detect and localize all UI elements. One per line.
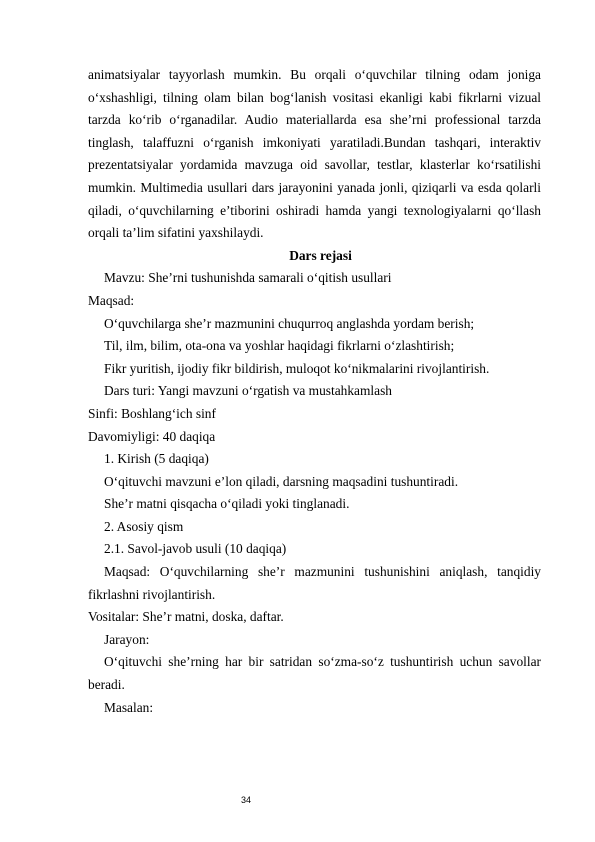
section1-line: She’r matni qisqacha o‘qiladi yoki tinglanadi. [104, 496, 350, 512]
intro-paragraph: animatsiyalar tayyorlash mumkin. Bu orqali o‘quvchilar tilning odam joniga o‘xshashligi, tilning olam bilan bog‘lanish vositasi ekanligi kabi fikrlarni vizual tarzda ko‘rib o‘rganadilar. Audio materiallarda esa she’rni professional tarzda tinglash, talaffuzni o‘rganish imkoniyati yaratiladi.Bundan tashqari, interaktiv prezentatsiyalar yordamida mavzuga oid savollar, testlar, klasterlar ko‘rsatilishi mumkin. Multimedia usullari dars jarayonini yanada jonli, qiziqarli va esda qolarli qiladi, o‘quvchilarning e’tiborini oshiradi hamda yangi texnologiyalarni qo‘llash orqali ta’lim sifatini yaxshilaydi. [88, 67, 541, 241]
process-text: O‘qituvchi she’rning har bir satridan so‘zma-so‘z tushuntirish uchun savollar beradi. [88, 654, 541, 693]
page-number: 34 [241, 795, 252, 805]
section2-1-title: 2.1. Savol-javob usuli (10 daqiqa) [104, 541, 287, 557]
process-label: Jarayon: [104, 631, 150, 647]
section2-1-goal: Maqsad: O‘quvchilarning she’r mazmunini tushunishini aniqlash, tanqidiy fikrlashni rivojlantirish. [88, 564, 541, 602]
goal-item: O‘quvchilarga she’r mazmunini chuqurroq anglashda yordam berish; [104, 315, 475, 331]
tools-line: Vositalar: She’r matni, doska, daftar. [88, 609, 284, 625]
topic-line: Mavzu: She’rni tushunishda samarali o‘qitish usullari [104, 270, 392, 286]
goal-item: Til, ilm, bilim, ota-ona va yoshlar haqidagi fikrlarni o‘zlashtirish; [104, 338, 455, 354]
goal-item: Fikr yuritish, ijodiy fikr bildirish, muloqot ko‘nikmalarini rivojlantirish. [104, 360, 490, 376]
section2-title: 2. Asosiy qism [104, 518, 184, 534]
section1-line: O‘qituvchi mavzuni e’lon qiladi, darsning maqsadini tushuntiradi. [104, 473, 459, 489]
plan-heading: Dars rejasi [289, 247, 352, 263]
section1-title: 1. Kirish (5 daqiqa) [104, 451, 209, 467]
lesson-type-line: Dars turi: Yangi mavzuni o‘rgatish va mustahkamlash [104, 383, 392, 399]
grade-line: Sinfi: Boshlang‘ich sinf [88, 405, 216, 421]
example-label: Masalan: [104, 699, 154, 715]
duration-line: Davomiyligi: 40 daqiqa [88, 428, 216, 444]
goal-label: Maqsad: [88, 292, 135, 308]
page-content [88, 64, 541, 719]
